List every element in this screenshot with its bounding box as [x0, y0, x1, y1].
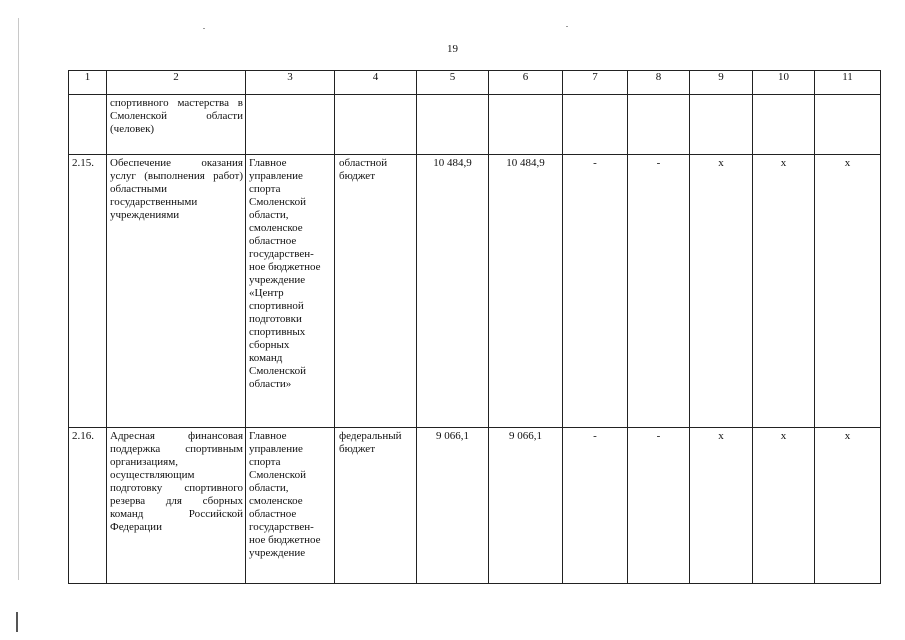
- cell-number: [69, 95, 107, 155]
- executor-line: Смоленской: [249, 365, 306, 377]
- executor-line: подготовки: [249, 313, 302, 325]
- executor-line: области,: [249, 209, 289, 221]
- column-header: 3: [246, 71, 335, 95]
- executor-line: ное бюджетное: [249, 534, 321, 546]
- cell-empty: [753, 95, 815, 155]
- cell-funding-source: [335, 155, 417, 428]
- column-header: 7: [563, 71, 628, 95]
- page-number: 19: [447, 43, 458, 55]
- cell-col5: 10 484,9: [417, 155, 489, 428]
- cell-empty: [690, 95, 753, 155]
- executor-line: смоленское: [249, 222, 303, 234]
- cell-funding-source: [335, 428, 417, 584]
- cell-col5: 9 066,1: [417, 428, 489, 584]
- cell-number: 2.15.: [69, 155, 107, 428]
- column-header: 4: [335, 71, 417, 95]
- cell-name: Обеспечение оказания услуг (выполнения работ) областными государственными учреждениями: [107, 155, 246, 428]
- column-header: 1: [69, 71, 107, 95]
- cell-col10: x: [753, 428, 815, 584]
- executor-line: учреждение: [249, 547, 306, 559]
- executor-line: «Центр: [249, 287, 284, 299]
- source-line: бюджет: [339, 170, 375, 182]
- cell-name: спортивного мастерства в Смоленской области (человек): [107, 95, 246, 155]
- executor-line: государствен-: [249, 248, 314, 260]
- cell-empty: [815, 95, 881, 155]
- cell-col7: -: [563, 155, 628, 428]
- executor-line: учреждение: [249, 274, 306, 286]
- cell-empty: [335, 95, 417, 155]
- source-line: бюджет: [339, 443, 375, 455]
- column-header: 8: [628, 71, 690, 95]
- executor-line: команд: [249, 352, 283, 364]
- cell-col11: x: [815, 428, 881, 584]
- cell-col8: -: [628, 428, 690, 584]
- executor-line: управление: [249, 443, 303, 455]
- cell-empty: [489, 95, 563, 155]
- cell-col6: 10 484,9: [489, 155, 563, 428]
- executor-line: сборных: [249, 339, 290, 351]
- executor-line: смоленское: [249, 495, 303, 507]
- executor-line: области»: [249, 378, 292, 390]
- scan-edge-line: [18, 18, 19, 580]
- cell-name: Адресная финансовая поддержка спортивным организациям, осуществляющим подготовку спортивного резерва для сборных команд Российской Федерации: [107, 428, 246, 584]
- executor-line: областное: [249, 235, 297, 247]
- cell-col9: x: [690, 428, 753, 584]
- column-header: 2: [107, 71, 246, 95]
- executor-line: Главное: [249, 430, 287, 442]
- cell-col8: -: [628, 155, 690, 428]
- cell-empty: [563, 95, 628, 155]
- cell-empty: [246, 95, 335, 155]
- cell-col6: 9 066,1: [489, 428, 563, 584]
- table-row: [69, 428, 881, 584]
- scan-edge-mark: [16, 612, 18, 632]
- executor-line: спорта: [249, 183, 281, 195]
- scan-speck: [566, 26, 568, 27]
- executor-line: Смоленской: [249, 469, 306, 481]
- source-line: федеральный: [339, 430, 402, 442]
- cell-col10: x: [753, 155, 815, 428]
- cell-col7: -: [563, 428, 628, 584]
- cell-executor: [246, 428, 335, 584]
- table-row: [69, 155, 881, 428]
- cell-col11: x: [815, 155, 881, 428]
- budget-table: [68, 70, 881, 584]
- cell-empty: [417, 95, 489, 155]
- header-row: [69, 71, 881, 95]
- table-row-continued: [69, 95, 881, 155]
- cell-executor: [246, 155, 335, 428]
- executor-line: спортивной: [249, 300, 304, 312]
- executor-line: областное: [249, 508, 297, 520]
- executor-line: государствен-: [249, 521, 314, 533]
- column-header: 9: [690, 71, 753, 95]
- source-line: областной: [339, 157, 388, 169]
- cell-empty: [628, 95, 690, 155]
- cell-number: 2.16.: [69, 428, 107, 584]
- cell-col9: x: [690, 155, 753, 428]
- executor-line: спорта: [249, 456, 281, 468]
- executor-line: управление: [249, 170, 303, 182]
- column-header: 5: [417, 71, 489, 95]
- executor-line: Главное: [249, 157, 287, 169]
- executor-line: области,: [249, 482, 289, 494]
- executor-line: Смоленской: [249, 196, 306, 208]
- scan-speck: [203, 28, 205, 29]
- column-header: 11: [815, 71, 881, 95]
- column-header: 10: [753, 71, 815, 95]
- executor-line: спортивных: [249, 326, 306, 338]
- column-header: 6: [489, 71, 563, 95]
- executor-line: ное бюджетное: [249, 261, 321, 273]
